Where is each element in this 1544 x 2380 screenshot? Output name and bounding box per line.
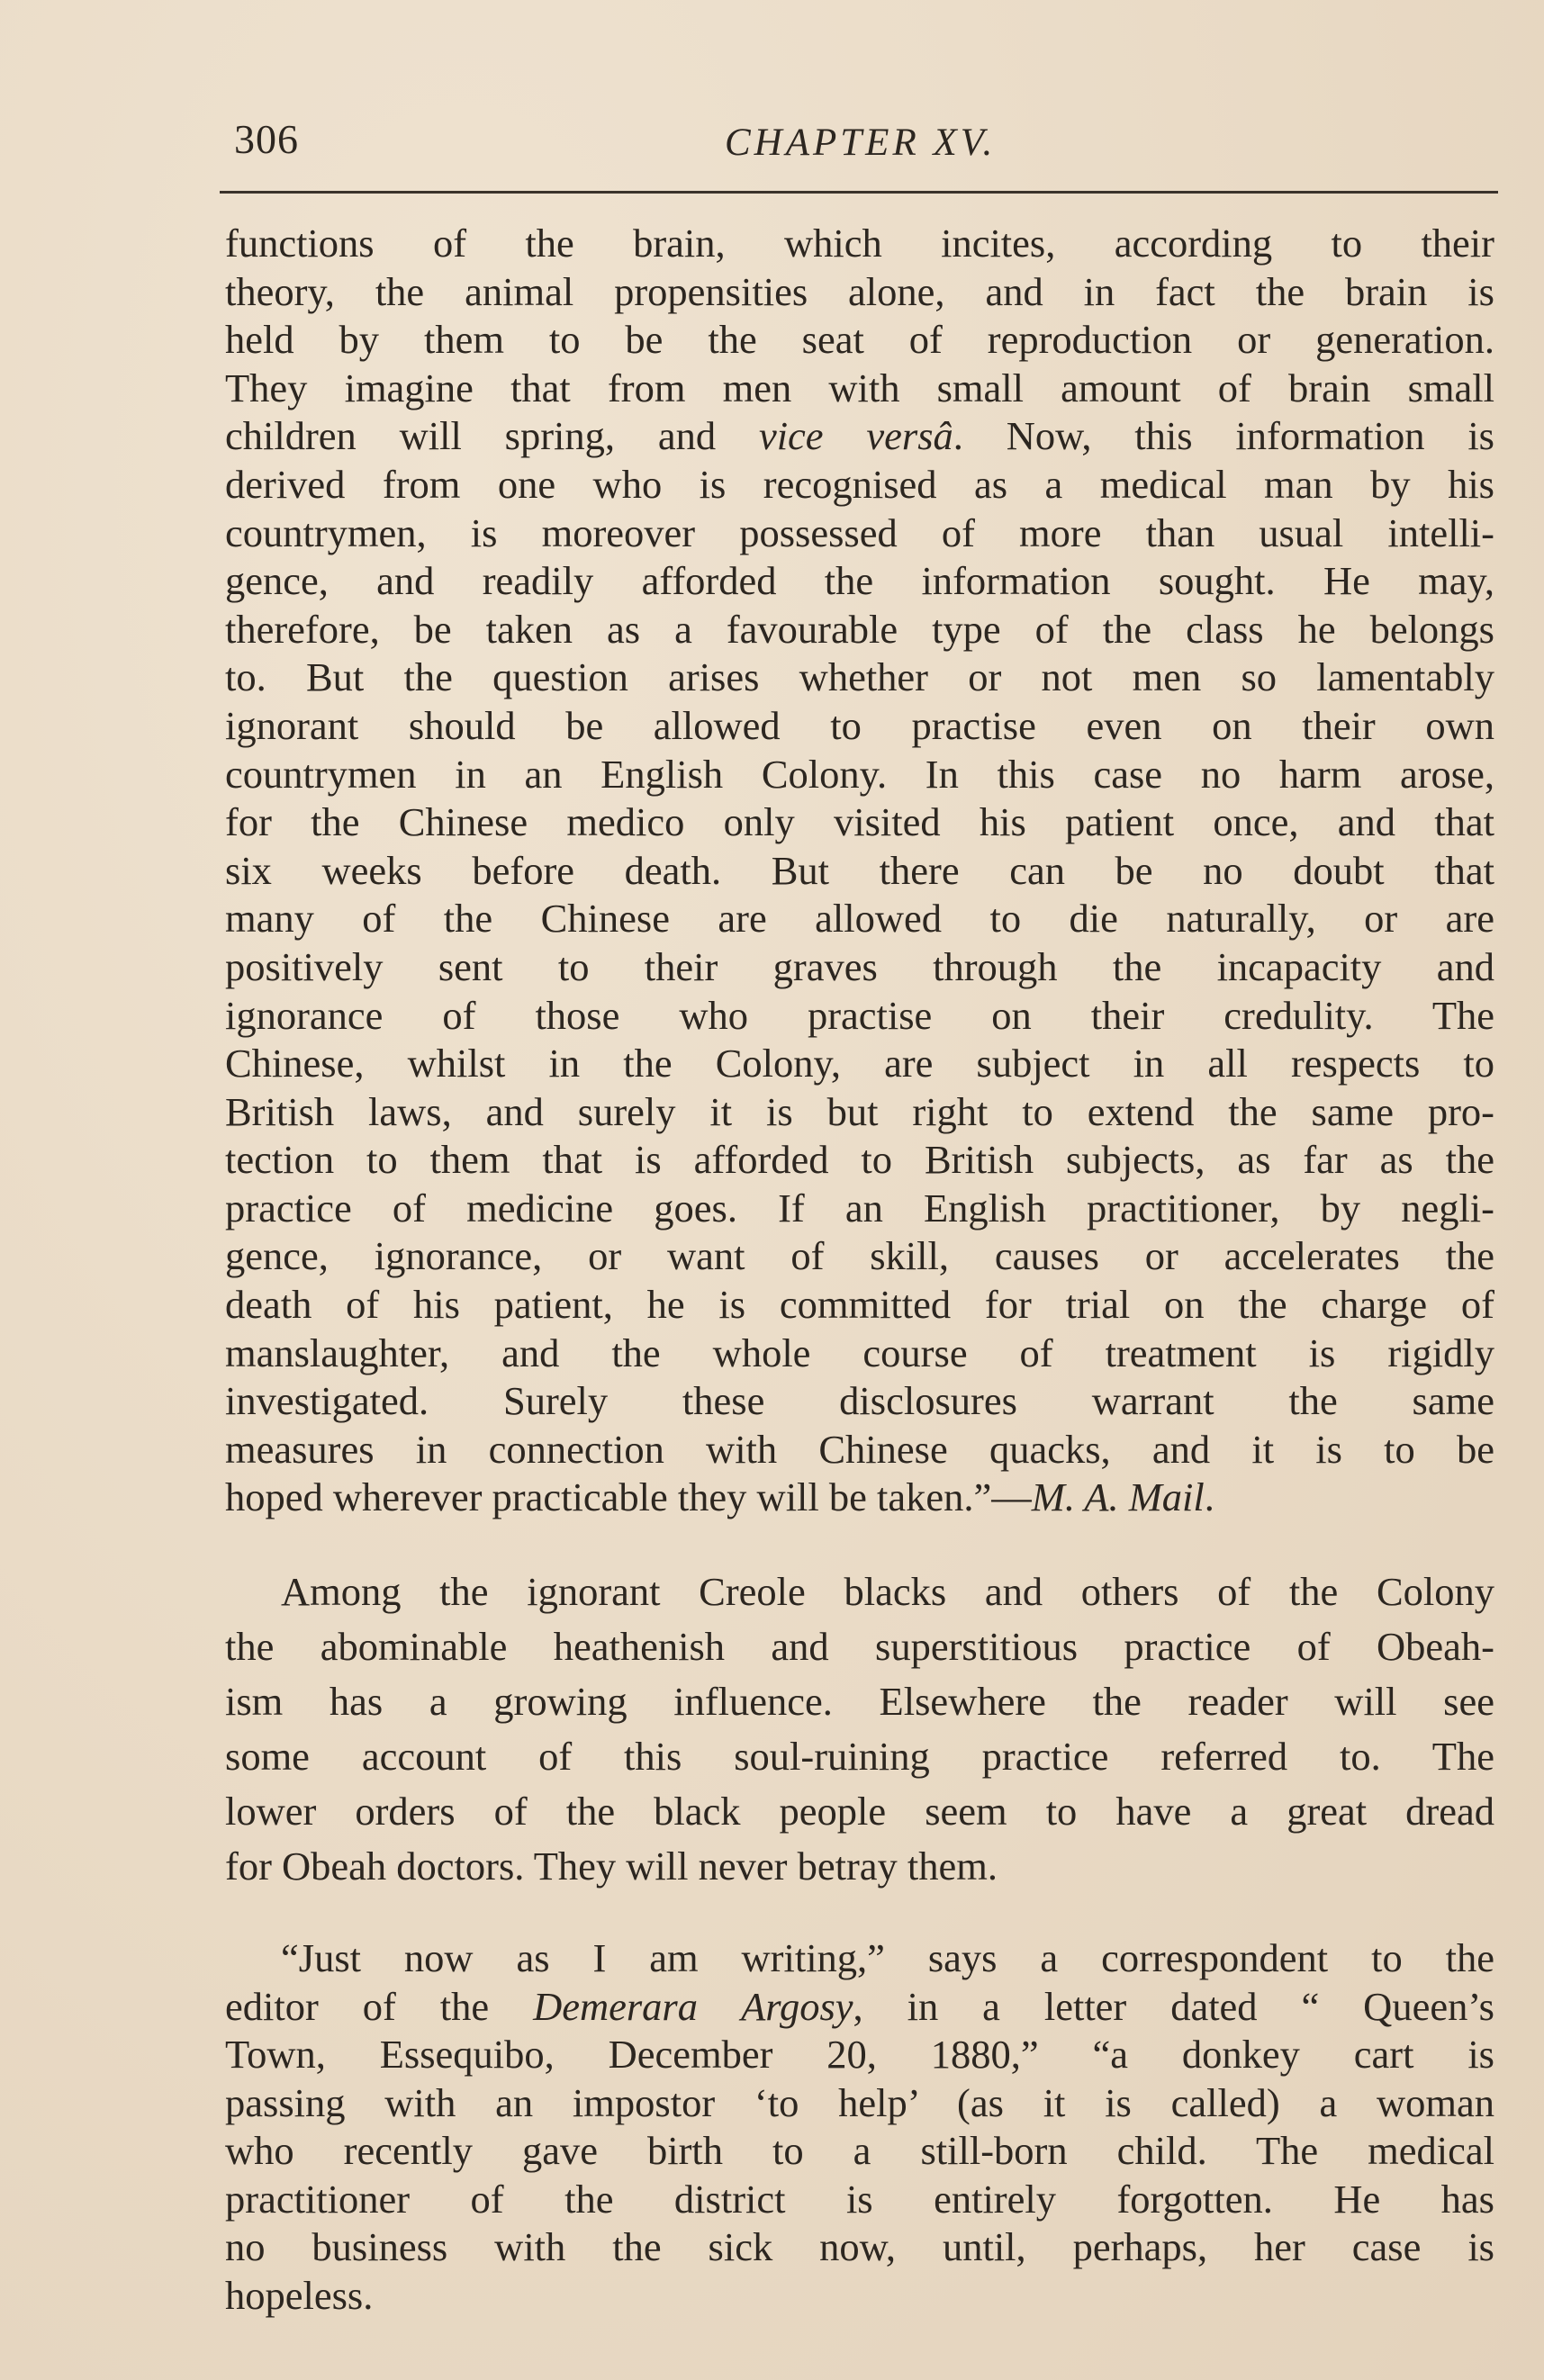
text-line: death of his patient, he is committed for trial on the charge of — [225, 1282, 1494, 1328]
text-line: ism has a growing influence. Elsewhere the reader will see — [225, 1679, 1494, 1724]
text-line: who recently gave birth to a still-born child. The medical — [225, 2128, 1494, 2173]
text-line: ignorance of those who practise on their credulity. The — [225, 992, 1494, 1038]
text-line: hoped wherever practicable they will be taken.”—M. A. Mail. — [225, 1474, 1214, 1520]
text-line: held by them to be the seat of reproduction or generation. — [225, 317, 1494, 363]
text-line: gence, ignorance, or want of skill, causes or accelerates the — [225, 1233, 1494, 1279]
text-line: for Obeah doctors. They will never betray them. — [225, 1844, 998, 1889]
text-line: gence, and readily afforded the information sought. He may, — [225, 558, 1494, 604]
chapter-title: CHAPTER XV. — [725, 122, 997, 164]
text-line: countrymen, is moreover possessed of more than usual intelli- — [225, 509, 1494, 555]
text-line: some account of this soul-ruining practice referred to. The — [225, 1734, 1494, 1779]
text-line: derived from one who is recognised as a medical man by his — [225, 461, 1494, 507]
text-line: hopeless. — [225, 2272, 374, 2318]
running-head — [234, 115, 1503, 169]
text-line: many of the Chinese are allowed to die naturally, or are — [225, 896, 1494, 942]
text-line: manslaughter, and the whole course of treatment is rigidly — [225, 1330, 1494, 1375]
text-line: to. But the question arises whether or not men so lamentably — [225, 654, 1494, 700]
text-line: six weeks before death. But there can be no doubt that — [225, 847, 1494, 893]
text-line: They imagine that from men with small amount of brain small — [225, 365, 1494, 410]
text-line: measures in connection with Chinese quacks, and it is to be — [225, 1426, 1494, 1472]
text-line: British laws, and surely it is but right to extend the same pro- — [225, 1088, 1494, 1134]
text-line: lower orders of the black people seem to have a great dread — [225, 1789, 1494, 1834]
text-line: passing with an impostor ‘to help’ (as it is called) a woman — [225, 2079, 1494, 2125]
text-line: editor of the Demerara Argosy, in a letter dated “ Queen’s — [225, 1983, 1495, 2029]
text-line: Among the ignorant Creole blacks and others of the Colony — [281, 1569, 1494, 1614]
text-line: the abominable heathenish and superstitious practice of Obeah- — [225, 1624, 1494, 1669]
header-rule — [220, 191, 1498, 194]
text-line: functions of the brain, which incites, according to their — [225, 221, 1494, 266]
text-line: practitioner of the district is entirely forgotten. He has — [225, 2176, 1494, 2222]
text-line: for the Chinese medico only visited his patient once, and that — [225, 799, 1494, 845]
paragraph-obeahism — [225, 1564, 1494, 1894]
quoted-paragraph-demerara-argosy — [225, 1934, 1494, 2320]
text-line: no business with the sick now, until, perhaps, her case is — [225, 2224, 1494, 2269]
text-line: positively sent to their graves through the incapacity and — [225, 943, 1494, 989]
text-line: therefore, be taken as a favourable type of the class he belongs — [225, 606, 1494, 652]
text-line: ignorant should be allowed to practise even on their own — [225, 702, 1494, 748]
text-line: “Just now as I am writing,” says a correspondent to the — [281, 1935, 1494, 1980]
text-line: investigated. Surely these disclosures warrant the same — [225, 1378, 1494, 1424]
text-line: theory, the animal propensities alone, and in fact the brain is — [225, 268, 1494, 314]
text-line: countrymen in an English Colony. In this case no harm arose, — [225, 751, 1494, 797]
text-line: Chinese, whilst in the Colony, are subject in all respects to — [225, 1041, 1494, 1086]
page-number: 306 — [234, 116, 299, 162]
text-line: tection to them that is afforded to British subjects, as far as the — [225, 1137, 1494, 1183]
text-line: Town, Essequibo, December 20, 1880,” “a donkey cart is — [225, 2032, 1494, 2077]
quoted-paragraph-chinese-medico — [225, 220, 1494, 1522]
text-line: practice of medicine goes. If an English practitioner, by negli- — [225, 1185, 1494, 1231]
text-line: children will spring, and vice versâ. Now, this information is — [225, 413, 1494, 459]
